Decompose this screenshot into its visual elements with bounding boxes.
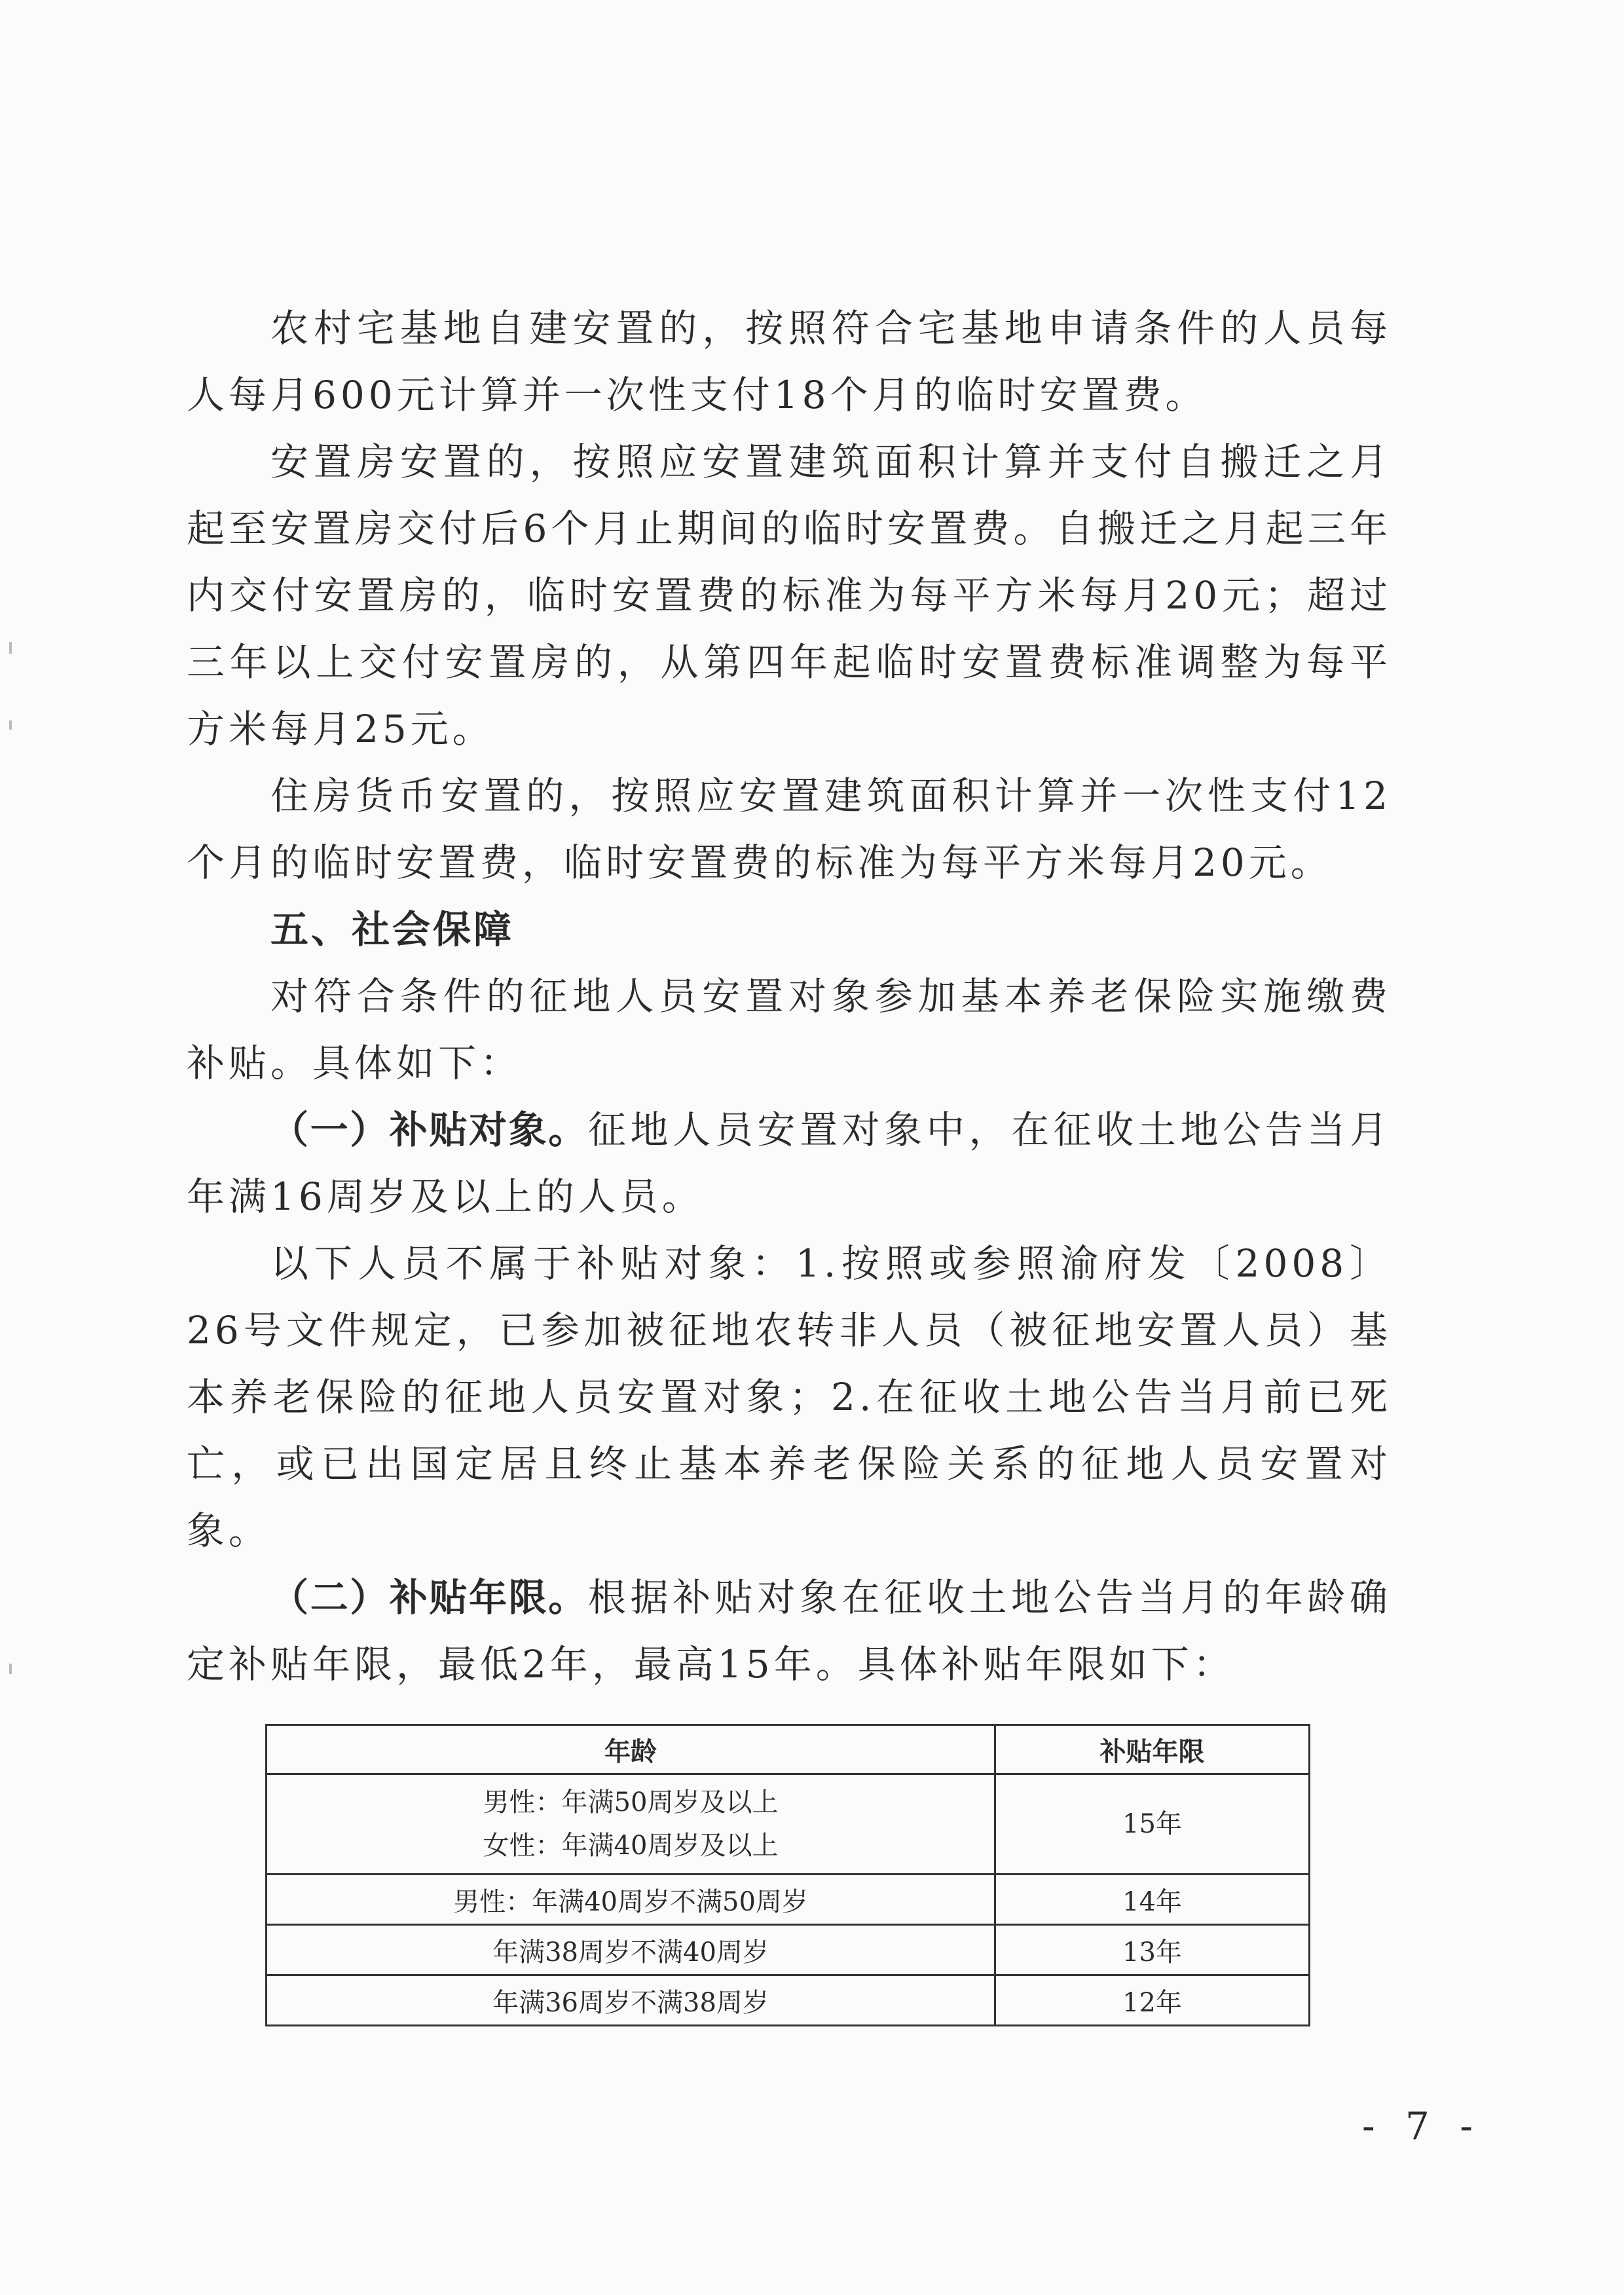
table-row [267, 1875, 1310, 1925]
paragraph-subsidy-years [187, 1564, 1392, 1698]
table-header-row [267, 1725, 1310, 1774]
section-heading-social-security: 五、社会保障 [270, 907, 515, 952]
scan-mark [9, 720, 12, 730]
table-row [267, 1774, 1310, 1875]
years-cell: 15年 [995, 1774, 1310, 1875]
body-text [187, 295, 1392, 1698]
table-row [267, 1975, 1310, 2026]
paragraph-homestead: 农村宅基地自建安置的，按照符合宅基地申请条件的人员每人每月600元计算并一次性支付18个月的临时安置费。 [187, 306, 1392, 417]
text-subsidy-targets: 征地人员安置对象中，在征收土地公告当月年满16周岁及以上的人员。 [187, 1108, 1392, 1219]
age-cell: 男性：年满40周岁不满50周岁 [267, 1875, 995, 1925]
age-line: 女性：年满40周岁及以上 [483, 1831, 779, 1861]
lead-subsidy-targets: （一）补贴对象。 [270, 1108, 588, 1152]
header-subsidy-years: 补贴年限 [995, 1725, 1310, 1774]
years-cell: 13年 [995, 1925, 1310, 1975]
header-age: 年龄 [267, 1725, 995, 1774]
page-number: - 7 - [1362, 2104, 1482, 2148]
text-subsidy-years: 根据补贴对象在征收土地公告当月的年龄确定补贴年限，最低2年，最高15年。具体补贴年限如下： [187, 1575, 1392, 1687]
paragraph-subsidy-intro: 对符合条件的征地人员安置对象参加基本养老保险实施缴费补贴。具体如下： [187, 974, 1392, 1085]
years-cell: 12年 [995, 1975, 1310, 2026]
paragraph-resettlement-housing: 安置房安置的，按照应安置建筑面积计算并支付自搬迁之月起至安置房交付后6个月止期间的临时安置费。自搬迁之月起三年内交付安置房的，临时安置费的标准为每平方米每月20元；超过三年以上交付安置房的，从第四年起临时安置费标准调整为每平方米每月25元。 [187, 439, 1392, 751]
scan-mark [9, 642, 12, 654]
table-row [267, 1925, 1310, 1975]
paragraph-monetary-resettlement: 住房货币安置的，按照应安置建筑面积计算并一次性支付12个月的临时安置费，临时安置费的标准为每平方米每月20元。 [187, 774, 1392, 885]
lead-subsidy-years: （二）补贴年限。 [270, 1575, 588, 1620]
paragraph-excluded-persons: 以下人员不属于补贴对象：1.按照或参照渝府发〔2008〕26号文件规定，已参加被征地农转非人员（被征地安置人员）基本养老保险的征地人员安置对象；2.在征收土地公告当月前已死亡，或已出国定居且终止基本养老保险关系的征地人员安置对象。 [187, 1241, 1392, 1553]
years-cell: 14年 [995, 1875, 1310, 1925]
age-line: 男性：年满50周岁及以上 [483, 1787, 779, 1818]
subsidy-years-table [265, 1724, 1310, 2026]
scan-mark [9, 1664, 12, 1674]
age-cell: 年满36周岁不满38周岁 [267, 1975, 995, 2026]
paragraph-subsidy-targets [187, 1096, 1392, 1230]
age-cell: 年满38周岁不满40周岁 [267, 1925, 995, 1975]
age-cell [267, 1774, 995, 1875]
